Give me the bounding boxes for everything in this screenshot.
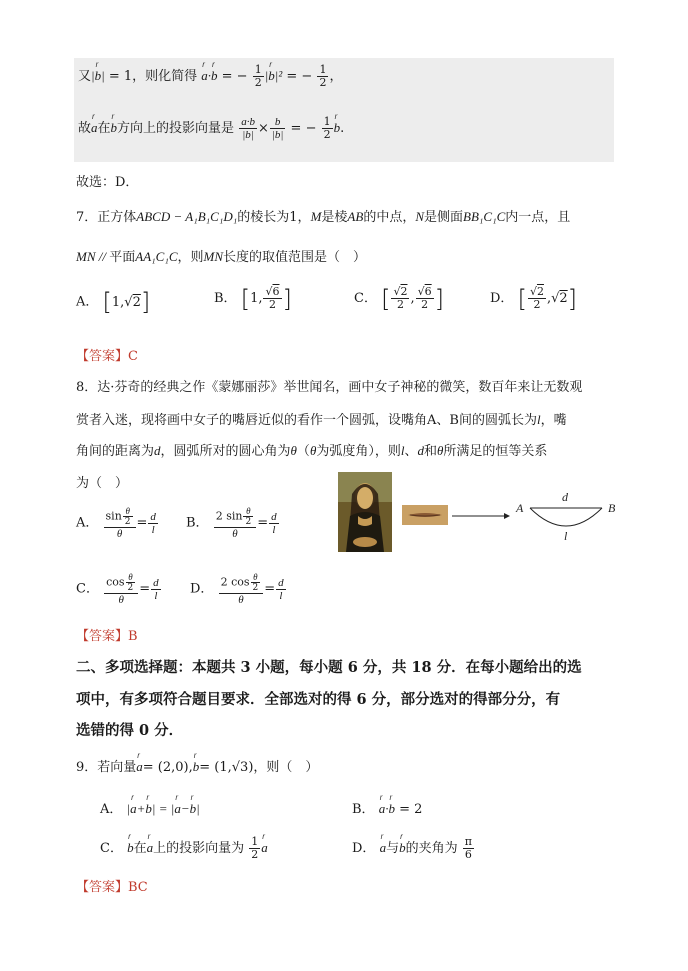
diagram-label-a: A <box>516 501 524 515</box>
q7-answer: 【答案】C <box>76 349 138 364</box>
q9-option-c[interactable]: C． r b在r a上的投影向量为 $\frac{1}{2}$ r a <box>100 836 268 861</box>
diagram-label-d: d <box>562 490 568 504</box>
q7-option-b[interactable]: B． [1, $\frac{√6}{2}$ ] <box>214 284 292 313</box>
q8-line-2: 赏者入迷，现将画中女子的嘴唇近似的看作一个圆弧，设嘴角A、B间的圆弧长为l，嘴 <box>76 412 567 428</box>
q7-line-2: MN // 平面AA₁C₁C，则MN长度的取值范围是（ ） <box>76 249 367 265</box>
q6-answer: 故选：D． <box>76 175 139 190</box>
arc-diagram <box>452 488 632 548</box>
lips-image <box>402 505 448 525</box>
solution-line-2: 故r a在r b方向上的投影向量是 $\frac{a\cdot b}{|b|}$ × $\frac{b}{|b|}$ = − $\frac{1}{2}$ r b. <box>78 116 344 141</box>
q7-option-c[interactable]: C． [ $\frac{√2}{2}$ , $\frac{√6}{2}$ ] <box>354 284 445 313</box>
q9-option-b[interactable]: B． r a·r b = 2 <box>352 798 422 817</box>
q8-option-a[interactable]: A． sin $\frac{\theta}{2}$ θ = $\frac{d}{l}$ <box>76 506 156 540</box>
arrow-head <box>504 513 510 519</box>
section2-line-2: 项中，有多项符合题目要求．全部选对的得 6 分，部分选对的得部分分，有 <box>76 691 561 708</box>
q8-answer: 【答案】B <box>76 629 138 644</box>
diagram-label-l: l <box>564 529 568 543</box>
arc-path <box>530 508 602 526</box>
mona-lisa-image <box>338 472 392 552</box>
fraction: $\frac{a\cdot b}{|b|}$ <box>241 116 255 141</box>
q9-option-a[interactable]: A． |r a+r b| = |r a−r b| <box>100 798 200 817</box>
fraction: $\frac{1}{2}$ <box>254 63 262 89</box>
fraction: $\frac{1}{2}$ <box>319 63 327 89</box>
q7-option-d[interactable]: D． [ $\frac{√2}{2}$ ,√2] <box>490 284 578 313</box>
q8-line-1: 8．达·芬奇的经典之作《蒙娜丽莎》举世闻名，画中女子神秘的微笑，数百年来让无数观 <box>76 380 583 395</box>
section2-line-3: 选错的得 0 分． <box>76 722 184 739</box>
solution-line-1: 又|r b| = 1，则化简得 r a·r b = − $\frac{1}{2}$ |r b|² = − $\frac{1}{2}$ ， <box>78 64 342 89</box>
q8-line-4: 为（ ） <box>76 476 129 491</box>
fraction: $\frac{b}{|b|}$ <box>271 116 284 141</box>
q8-option-c[interactable]: C． cos $\frac{\theta}{2}$ θ = $\frac{d}{l}$ <box>76 572 159 606</box>
q9-stem: 9．若向量r a= (2,0),r b= (1,√3)，则（ ） <box>76 756 318 775</box>
q8-option-b[interactable]: B． 2 sin $\frac{\theta}{2}$ θ = $\frac{d}{l}$ <box>186 506 277 540</box>
q9-option-d[interactable]: D． r a与r b的夹角为 $\frac{\pi}{6}$ <box>352 836 475 861</box>
diagram-label-b: B <box>608 501 616 515</box>
q9-answer: 【答案】BC <box>76 880 148 895</box>
fraction: $\frac{1}{2}$ <box>323 115 331 141</box>
q8-line-3: 角间的距离为d，圆弧所对的圆心角为θ（θ为弧度角），则l、d和θ所满足的恒等关系 <box>76 443 548 459</box>
q7-line-1: 7．正方体ABCD − A₁B₁C₁D₁的棱长为1，M是棱AB的中点，N是侧面BB₁C₁C内一点，且 <box>76 209 571 225</box>
q8-option-d[interactable]: D． 2 cos $\frac{\theta}{2}$ θ = $\frac{d}{l}$ <box>190 572 284 606</box>
section2-line-1: 二、多项选择题：本题共 3 小题，每小题 6 分，共 18 分．在每小题给出的选 <box>76 659 582 676</box>
q7-option-a[interactable]: A． [1,√2] <box>76 288 151 316</box>
